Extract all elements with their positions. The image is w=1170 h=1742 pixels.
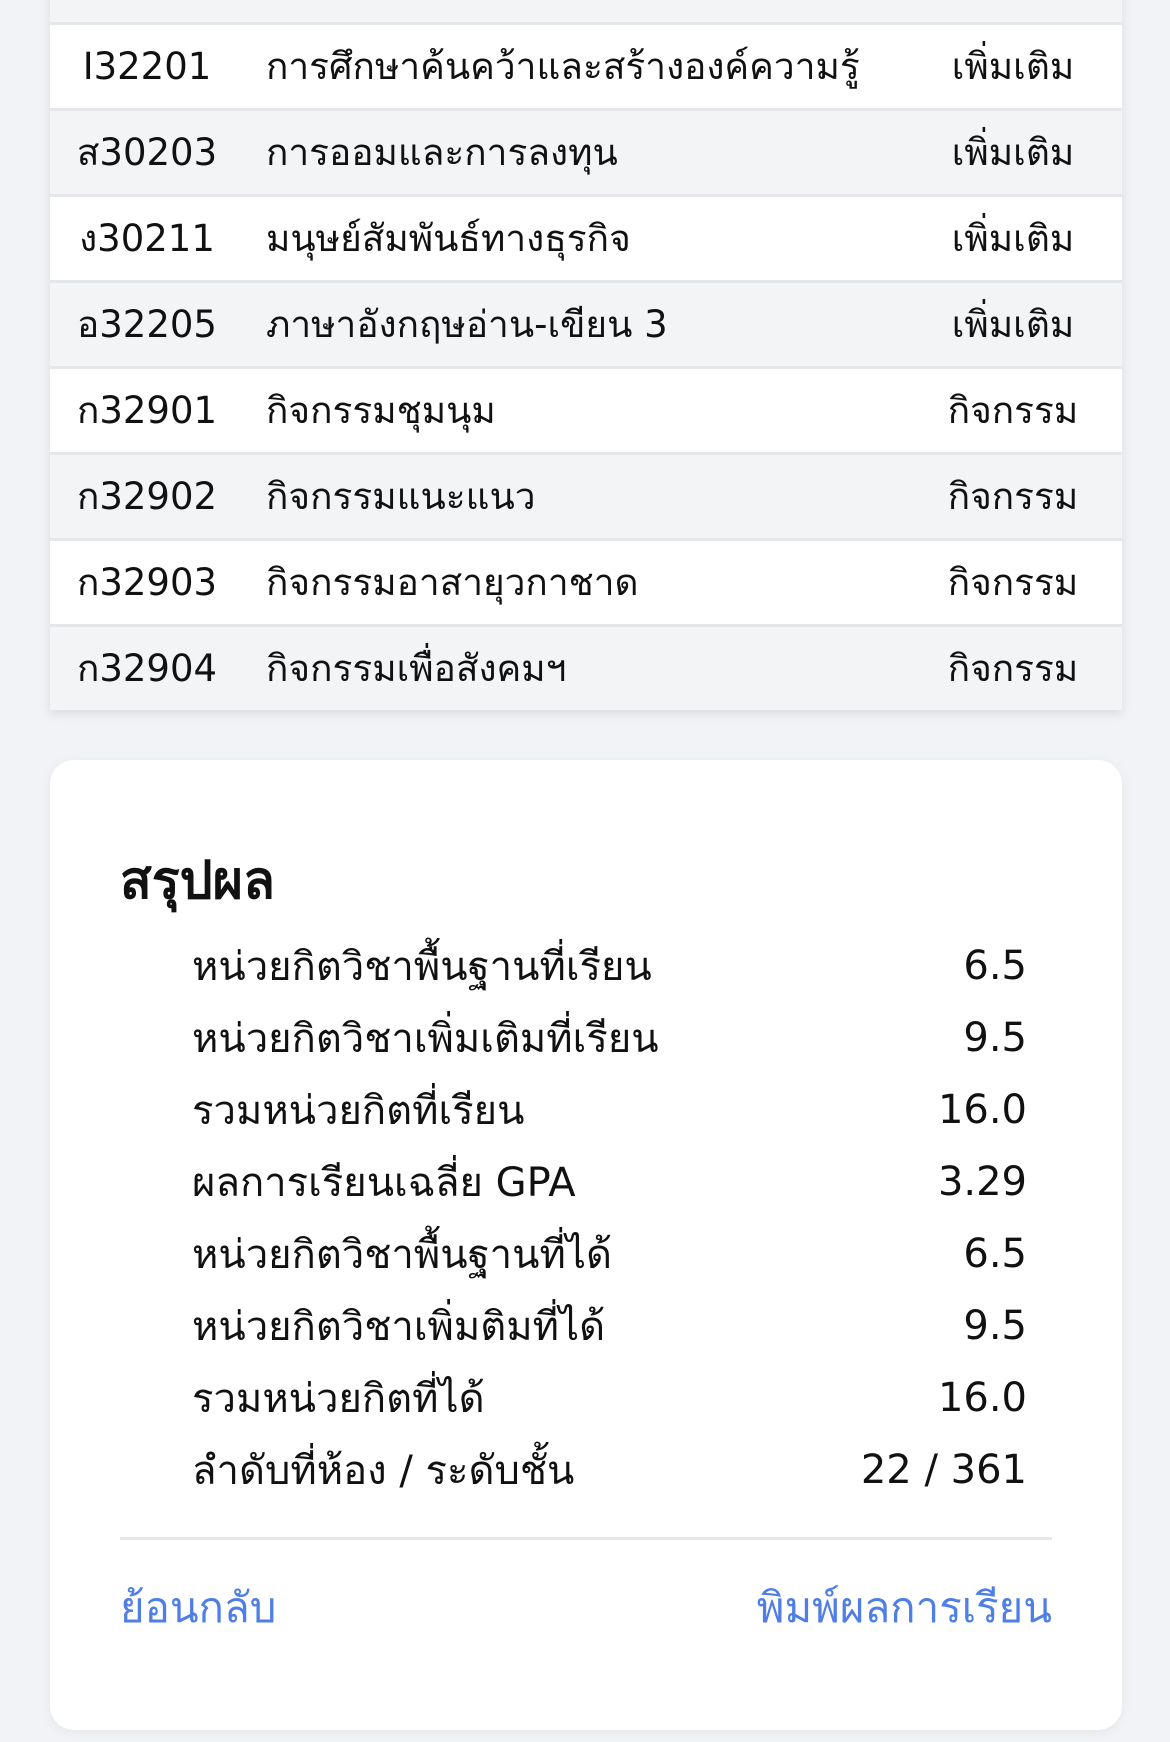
back-link[interactable]: ย้อนกลับ: [120, 1583, 277, 1632]
summary-value: 9.5: [963, 1303, 1027, 1349]
course-type: เพิ่มเติม: [951, 45, 1075, 88]
course-code: ส30203: [76, 131, 218, 174]
course-type: เพิ่มเติม: [951, 303, 1075, 346]
course-type: กิจกรรม: [947, 475, 1079, 518]
summary-row: [192, 1218, 1027, 1290]
summary-label: หน่วยกิตวิชาเพิ่มติมที่ได้: [192, 1304, 606, 1350]
course-type: กิจกรรม: [947, 561, 1079, 604]
course-name: การศึกษาค้นคว้าและสร้างองค์ความรู้: [266, 45, 860, 88]
course-name: ภาษาอังกฤษอ่าน-เขียน 3: [266, 303, 668, 346]
summary-row: [192, 930, 1027, 1002]
course-name: กิจกรรมแนะแนว: [266, 475, 536, 518]
course-name: กิจกรรมอาสายุวกาชาด: [266, 561, 639, 604]
summary-label: รวมหน่วยกิตที่เรียน: [192, 1088, 525, 1134]
course-type: กิจกรรม: [947, 389, 1079, 432]
summary-row: [192, 1146, 1027, 1218]
course-code: I32201: [82, 45, 212, 88]
course-code: ก32904: [76, 647, 218, 690]
summary-divider: [120, 1537, 1052, 1540]
summary-row: [192, 1362, 1027, 1434]
summary-label: ลำดับที่ห้อง / ระดับชั้น: [192, 1448, 575, 1494]
summary-label: หน่วยกิตวิชาพื้นฐานที่ได้: [192, 1232, 612, 1278]
summary-value: 22 / 361: [860, 1447, 1027, 1493]
summary-label: หน่วยกิตวิชาเพิ่มเติมที่เรียน: [192, 1016, 659, 1062]
table-row: [50, 452, 1122, 538]
course-code: ก32902: [76, 475, 218, 518]
summary-value: 9.5: [963, 1015, 1027, 1061]
course-code: อ32205: [77, 303, 217, 346]
summary-row: [192, 1434, 1027, 1506]
summary-card: [50, 760, 1122, 1730]
course-type: เพิ่มเติม: [951, 217, 1075, 260]
summary-value: 16.0: [937, 1087, 1027, 1133]
table-row: [50, 194, 1122, 280]
summary-row: [192, 1290, 1027, 1362]
course-table: [50, 0, 1122, 710]
table-row: [50, 280, 1122, 366]
table-row: [50, 624, 1122, 710]
summary-row: [192, 1002, 1027, 1074]
course-name: การออมและการลงทุน: [266, 131, 618, 174]
course-code: ก32901: [76, 389, 218, 432]
print-results-link[interactable]: พิมพ์ผลการเรียน: [756, 1583, 1052, 1632]
course-type: เพิ่มเติม: [951, 131, 1075, 174]
summary-label: หน่วยกิตวิชาพื้นฐานที่เรียน: [192, 944, 652, 990]
summary-label: รวมหน่วยกิตที่ได้: [192, 1376, 485, 1422]
table-row: [50, 366, 1122, 452]
summary-title: สรุปผล: [120, 851, 276, 911]
course-name: กิจกรรมเพื่อสังคมฯ: [266, 647, 567, 690]
summary-list: [192, 930, 1027, 1506]
course-name: กิจกรรมชุมนุม: [266, 389, 496, 432]
summary-label: ผลการเรียนเฉลี่ย GPA: [192, 1160, 576, 1206]
table-row: [50, 22, 1122, 108]
table-row: [50, 108, 1122, 194]
course-name: มนุษย์สัมพันธ์ทางธุรกิจ: [266, 217, 631, 260]
table-row: [50, 0, 1122, 22]
summary-value: 6.5: [963, 1231, 1027, 1277]
course-code: ง30211: [79, 217, 215, 260]
summary-value: 16.0: [937, 1375, 1027, 1421]
course-code: ก32903: [76, 561, 218, 604]
table-row: [50, 538, 1122, 624]
summary-value: 6.5: [963, 943, 1027, 989]
course-type: กิจกรรม: [947, 647, 1079, 690]
summary-row: [192, 1074, 1027, 1146]
summary-value: 3.29: [937, 1159, 1027, 1205]
